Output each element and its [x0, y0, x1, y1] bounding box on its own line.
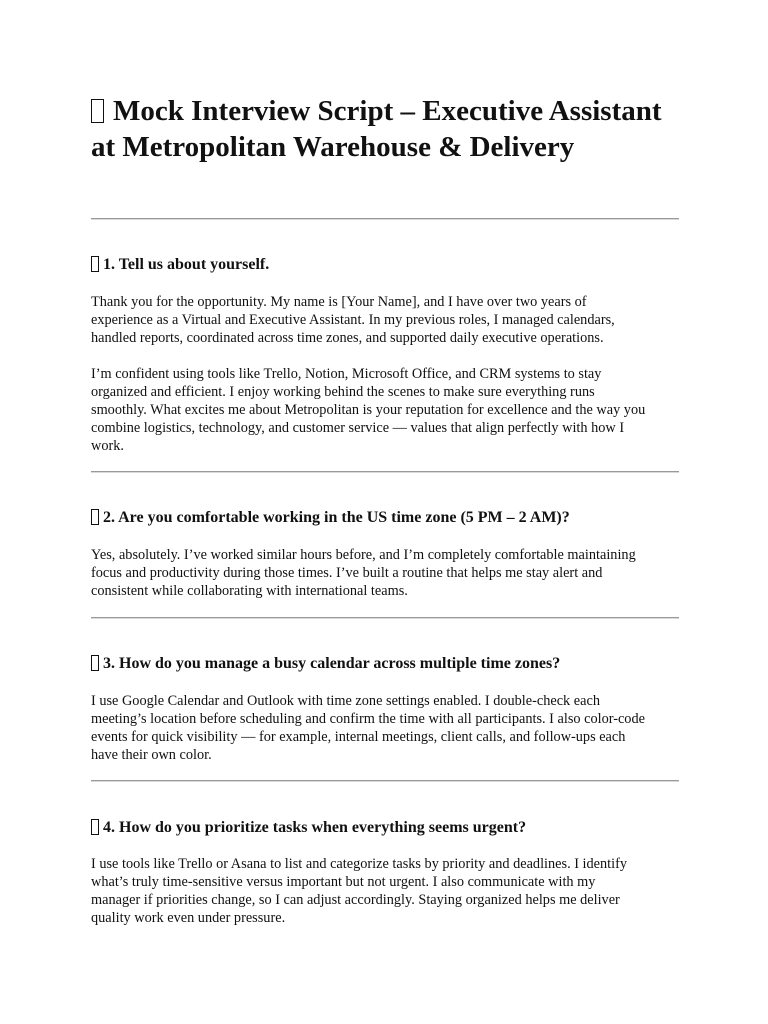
question-heading-1	[91, 255, 679, 275]
page-title	[91, 93, 679, 165]
section-divider	[91, 218, 679, 220]
answer-paragraph: I use tools like Trello or Asana to list and categorize tasks by priority and deadlines. I identify what’s truly time-sensitive versus important but not urgent. I also communicate with my manager if priorities change, so I can adjust accordingly. Staying organized helps me deliver quality work even under pressure.	[91, 856, 628, 927]
missing-glyph-icon	[91, 655, 99, 671]
answer-paragraph: Yes, absolutely. I’ve worked similar hours before, and I’m completely comfortable maintaining focus and productivity during those times. I’ve built a routine that helps me stay alert and consistent while collaborating with international teams.	[91, 547, 636, 600]
answer-paragraph: I’m confident using tools like Trello, Notion, Microsoft Office, and CRM systems to stay organized and efficient. I enjoy working behind the scenes to make sure everything runs smoothly. What excites me about Metropolitan is your reputation for excellence and the way you combine logistics, technology, and customer service — values that align perfectly with how I work.	[91, 366, 646, 455]
question-heading-text: 1. Tell us about yourself.	[103, 256, 270, 273]
answer-paragraph: Thank you for the opportunity. My name is [Your Name], and I have over two years of experience as a Virtual and Executive Assistant. In my previous roles, I managed calendars, handled reports, coordinated across time zones, and supported daily executive operations.	[91, 294, 615, 347]
question-heading-text: 2. Are you comfortable working in the US time zone (5 PM – 2 AM)?	[103, 509, 570, 526]
section-divider	[91, 471, 679, 473]
answer-paragraph: I use Google Calendar and Outlook with time zone settings enabled. I double-check each meeting’s location before scheduling and confirm the time with all participants. I also color-code events for quick visibility — for example, internal meetings, client calls, and follow-ups each have their own color.	[91, 693, 645, 764]
section-divider	[91, 780, 679, 782]
question-heading-text: 3. How do you manage a busy calendar across multiple time zones?	[103, 655, 561, 672]
question-heading-2	[91, 508, 679, 528]
page-title-text: Mock Interview Script – Executive Assistant at Metropolitan Warehouse & Delivery	[91, 95, 662, 163]
question-heading-text: 4. How do you prioritize tasks when everything seems urgent?	[103, 819, 527, 836]
missing-glyph-icon	[91, 99, 104, 123]
missing-glyph-icon	[91, 509, 99, 525]
question-heading-4	[91, 818, 679, 838]
missing-glyph-icon	[91, 819, 99, 835]
question-heading-3	[91, 654, 679, 674]
section-divider	[91, 617, 679, 619]
missing-glyph-icon	[91, 256, 99, 272]
